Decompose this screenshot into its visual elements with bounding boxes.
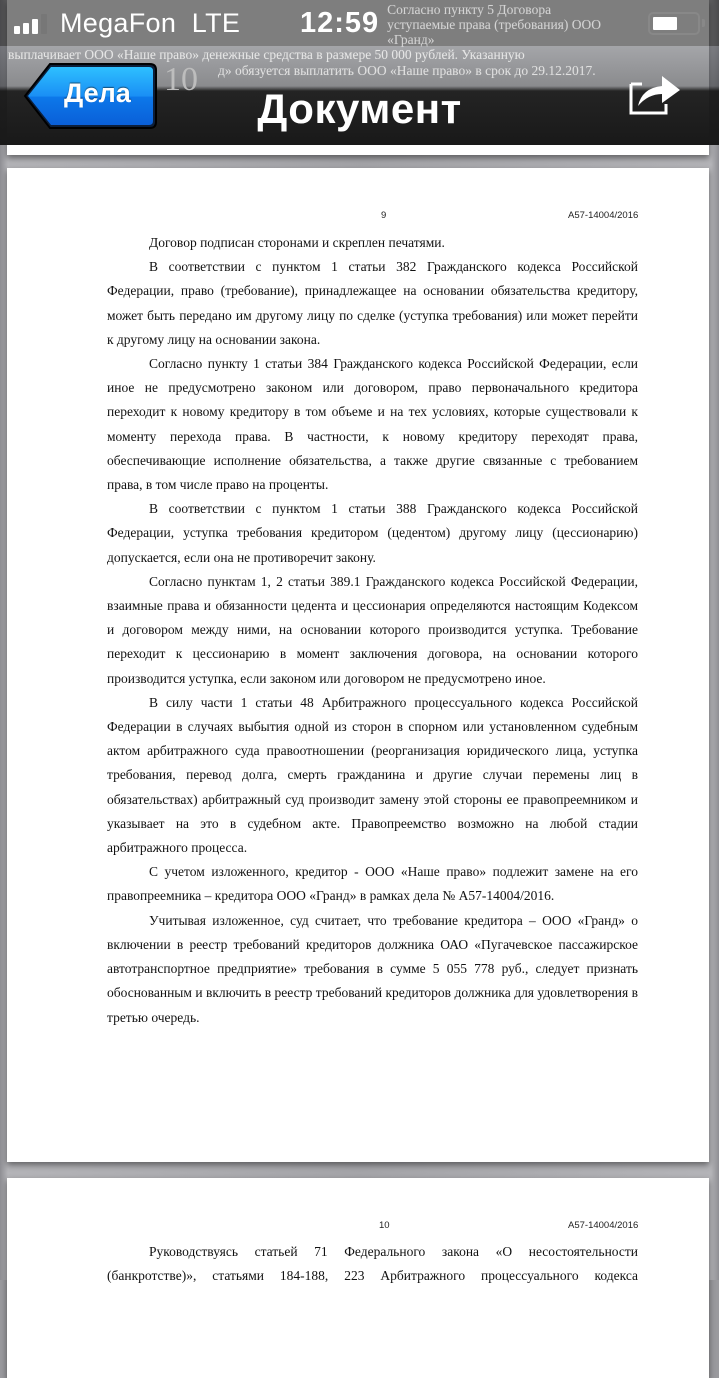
share-button[interactable] <box>628 70 684 116</box>
document-page-10[interactable] <box>7 1178 709 1378</box>
paragraph: Учитывая изложенное, суд считает, что требование кредитора – ООО «Гранд» о включении в реестр требований кредиторов должника ОАО «Пугачевское пассажирское автотранспортное предприятие» требования в сумме 5 055 778 руб., следует признать обоснованным и включить в реестр требований кредиторов должника для удовлетворения в третью очередь. <box>107 912 638 1025</box>
ghost-text-line-1: Согласно пункту 5 Договора уступаемые права (требования) ООО «Гранд» <box>387 2 601 47</box>
case-number: А57-14004/2016 <box>568 1220 639 1231</box>
case-number: А57-14004/2016 <box>568 210 639 221</box>
clock: 12:59 <box>300 7 380 39</box>
paragraph: Руководствуясь статьей 71 Федерального закона «О несостоятельности (банкротстве)», статьями 184-188, 223 Арбитражного процессуального кодекса <box>107 1244 638 1284</box>
document-page-9[interactable] <box>7 168 709 1162</box>
network-type: LTE <box>191 8 241 38</box>
status-bar <box>0 0 719 46</box>
ghost-page-number: 10 <box>164 61 198 98</box>
share-icon <box>628 70 684 116</box>
document-body <box>107 231 638 1030</box>
nav-title: Документ <box>257 85 462 132</box>
paragraph: Договор подписан сторонами и скреплен печатями. <box>149 235 445 250</box>
paragraph: В силу части 1 статьи 48 Арбитражного процессуального кодекса Российской Федерации в случаях выбытия одной из сторон в спорном или установленном судебным актом арбитражного суда правоотношении (реорганизация юридического лица, уступка требования, перевод долга, смерть гражданина и другие случаи перемены лиц в обязательствах) арбитражный суд производит замену этой стороны ее правопреемником и указывает на это в судебном акте. Правопреемство возможно на любой стадии арбитражного процесса. <box>107 694 638 856</box>
battery-tip <box>702 19 705 27</box>
ghost-text-line: выплачивает ООО «Наше право» денежные средства в размере 50 000 рублей. Указанную <box>8 47 525 62</box>
carrier-name: MegaFon <box>60 8 177 38</box>
battery-icon <box>648 12 700 35</box>
carrier-label <box>60 8 240 39</box>
paragraph: В соответствии с пунктом 1 статьи 382 Гражданского кодекса Российской Федерации, право (требование), принадлежащее на основании обязательства кредитору, может быть передано им другому лицу по сделке (уступка требования) или может перейти к другому лицу на основании закона. <box>107 259 638 347</box>
page-number: 9 <box>381 210 387 221</box>
back-button-label: Дела <box>64 78 131 108</box>
paragraph: Согласно пункту 1 статьи 384 Гражданского кодекса Российской Федерации, если иное не предусмотрено законом или договором, право первоначального кредитора переходит к новому кредитору в том объеме и на тех условиях, которые существовали к моменту перехода права. В частности, к новому кредитору переходят права, обеспечивающие исполнение обязательства, а также другие связанные с требованием права, в том числе право на проценты. <box>107 356 638 493</box>
paragraph: С учетом изложенного, кредитор - ООО «Наше право» подлежит замене на его правопреемника – кредитора ООО «Гранд» в рамках дела № А57-14004/2016. <box>107 864 638 904</box>
paragraph: Согласно пунктам 1, 2 статьи 389.1 Гражданского кодекса Российской Федерации, взаимные права и обязанности цедента и цессионария определяются настоящим Кодексом и договором между ними, на основании которого производится уступка. Требование переходит к цессионарию в момент заключения договора, на основании которого производится уступка, если законом или договором не предусмотрено иное. <box>107 573 638 686</box>
ghost-text-line: д» обязуется выплатить ООО «Наше право» в срок до 29.12.2017. <box>218 63 596 78</box>
page-number: 10 <box>379 1220 390 1231</box>
signal-strength-icon <box>14 14 56 34</box>
paragraph: В соответствии с пунктом 1 статьи 388 Гражданского кодекса Российской Федерации, уступка требования кредитором (цедентом) другому лицу (цессионарию) допускается, если она не противоречит закону. <box>107 501 638 565</box>
ghost-text-line <box>387 2 607 47</box>
document-body <box>107 1240 638 1288</box>
